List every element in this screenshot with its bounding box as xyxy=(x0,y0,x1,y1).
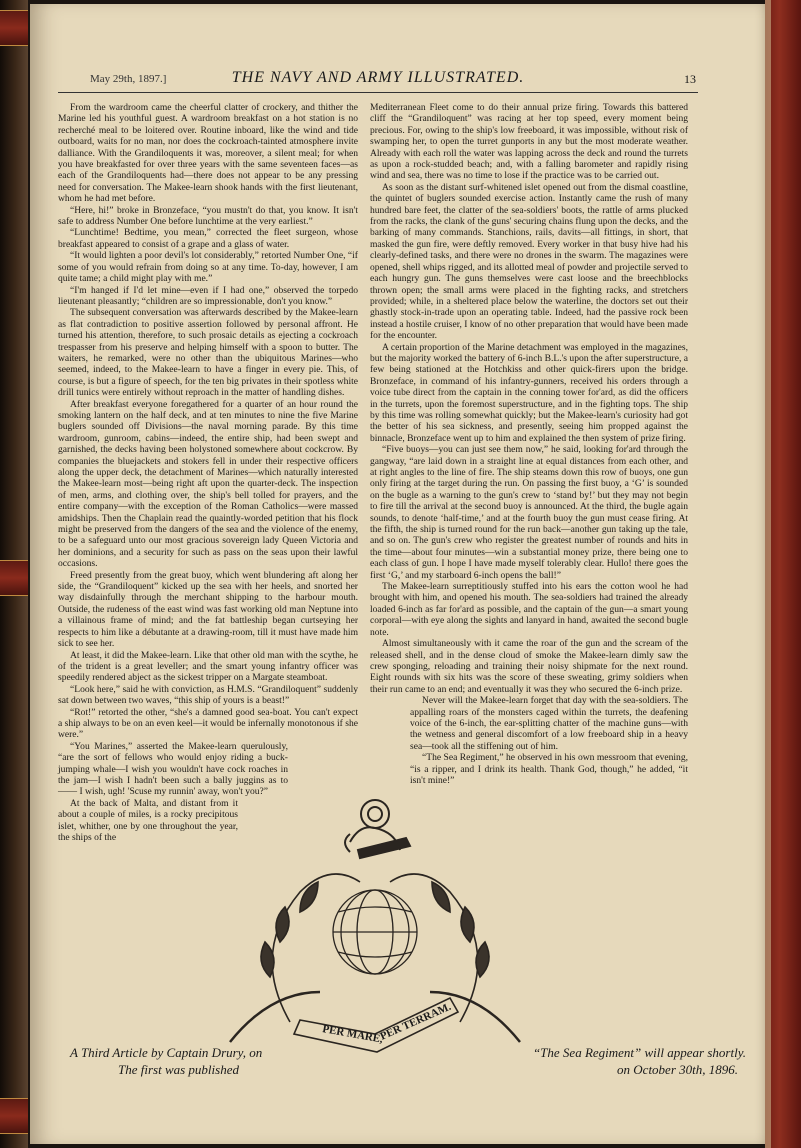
paragraph: “Look here,” said he with conviction, as H.M.S. “Grandiloquent” suddenly sat down between two waves, “this ship of yours is a beast!” xyxy=(58,683,358,707)
spine-band xyxy=(0,1098,28,1134)
page-edge xyxy=(765,0,801,1148)
paragraph: “Five buoys—you can just see them now,” he said, looking for'ard through the gangway, “are laid down in a straight line at equal distances from each other, and at right angles to the line of fire. The ship steams down this row of buoys, one gun only firing at the target during the run. On passing the first buoy, a ‘G’ is sounded on the bugle as a warning to the gun's crew to ‘stand by!’ but they may not begin to fire till the arrival at the second buoy is announced. At the third, the bugle again sounds, to denote ‘half-time,’ and at the fourth buoy the gun must cease firing. At the fifth, the ship is turned round for the run back—another gun taking up the tale, and so on. The gun's crew who register the greatest number of rounds and hits in the time—about four minutes—win a substantial money prize, there being one to each class of gun. I hope I have made myself tolerably clear. Hullo! there goes the first ‘G,’ and my starboard 6-inch opens the ball!” xyxy=(370,444,688,581)
caption-left xyxy=(70,1044,330,1078)
paragraph: Almost simultaneously with it came the roar of the gun and the scream of the released shell, and in the dense cloud of smoke the Makee-learn dimly saw the crew sponging, reloading and training their noisy shipmate for the next round. Eight rounds with six hits was the score of these sweating, grimy soldiers when their run came to an end; and eventually it was they who secured the 6-inch prize. xyxy=(370,638,688,695)
paragraph: “Here, hi!” broke in Bronzeface, “you mustn't do that, you know. It isn't safe to address Number One before lunchtime at the very earliest.” xyxy=(58,204,358,228)
motto-right-text: PER TERRAM. xyxy=(378,1000,453,1043)
paragraph: Never will the Makee-learn forget that day with the sea-soldiers. The appalling roars of the monsters caged within the turrets, the deafening voice of the 6-inch, the ear-splitting chatter of the machine guns—with the wetness and general discomfort of a low freeboard ship in a heavy sea—took all the stiffening out of him. xyxy=(410,695,688,752)
marine-emblem-ornament xyxy=(210,762,540,1072)
paragraph: “The Sea Regiment,” he observed in his own messroom that evening, “is a ripper, and I drink its health. Thank God, though,” he added, “it isn't mine!” xyxy=(410,752,688,786)
right-text-column xyxy=(370,102,688,786)
paragraph: The Makee-learn surreptitiously stuffed into his ears the cotton wool he had brought with him, and opened his mouth. The sea-soldiers had trained the already loaded 6-inch as far for'ard as possible, and the captain of the gun—a smart young corporal—with eye along the sights and lanyard in hand, awaited the second bugle note. xyxy=(370,581,688,638)
paragraph: Freed presently from the great buoy, which went blundering aft along her side, the “Grandiloquent” kicked up the sea with her heels, and snorted her way disdainfully through the merchant shipping to the harbour mouth. Outside, the rudeness of the east wind was fast working old man Neptune into a villainous frame of mind; and the fat battleship began curtseying her respects to him like a débutante at a drawing-room, till it must have made him sick to see her. xyxy=(58,569,358,650)
paragraph: At the back of Malta, and distant from it about a couple of miles, is a rocky precipitous islet, whither, one by one throughout the year, the ships of the xyxy=(58,797,238,843)
paragraph: A certain proportion of the Marine detachment was employed in the magazines, but the majority worked the battery of 6-inch B.L.'s upon the after superstructure, a few being stationed at the Hotchkiss and other quick-firers upon the bridge. Bronzeface, in command of his infantry-gunners, received his orders through a voice tube direct from the captain in the conning tower for'ard, as did the officers in the turrets, upon the foremost superstructure, and in the fighting tops. The ship by this time was rolling somewhat quickly; but the Makee-learn's curiosity had got the better of his sea sickness, and presently, seeing him propped against the binnacle, Bronzeface went up to him and explained the then system of prize firing. xyxy=(370,341,688,444)
globe-emblem xyxy=(333,890,417,974)
caption-left-line: A Third Article by Captain Drury, on xyxy=(70,1045,263,1060)
book-spine xyxy=(0,0,28,1148)
bugle-emblem xyxy=(345,800,410,858)
caption-right xyxy=(486,1044,746,1078)
spine-band xyxy=(0,560,28,596)
laurel-wreath xyxy=(230,874,520,1042)
caption-left-line: The first was published xyxy=(118,1062,239,1077)
publication-title: THE NAVY AND ARMY ILLUSTRATED. xyxy=(231,69,525,86)
paragraph: “Lunchtime! Bedtime, you mean,” corrected the fleet surgeon, whose breakfast appeared to consist of a grape and a glass of water. xyxy=(58,227,358,250)
paragraph: “Rot!” retorted the other, “she's a damned good sea-boat. You can't expect a ship always to be on an even keel—it would be infernally monotonous if she were.” xyxy=(58,706,358,741)
paragraph: As soon as the distant surf-whitened islet opened out from the dismal coastline, the quintet of buglers sounded exercise action. Instantly came the rush of many hundred bare feet, the clatter of the sea-soldiers' boots, the rattle of arms plucked from the racks, the clank of the guns' securing chains flung upon the decks, and the barking of many commands. Stanchions, rails, davits—all fittings, in short, that masked the gun fire, were deftly removed. Every worker in that busy hive had his clearly-defined tasks, and there were no drones in the swarm. The magazines were opened, shell whips rigged, and its allotted meal of powder and projectile served to each hungry gun. The guns themselves were cast loose and the breechblocks thrown open; the small arms were placed in the fighting racks, and stretchers provided; while, in a sheltered place below the waterline, the doctors set out their ghastly stock-in-trade upon an operating table. Indeed, had the passive rock been instead a hostile cruiser, I know of no other preparation that would have been made for the encounter. xyxy=(370,181,689,342)
page-header xyxy=(58,70,698,93)
paragraph: “You Marines,” asserted the Makee-learn querulously, “are the sort of fellows who would enjoy riding a buck-jumping whale—I wish you wouldn't have cock roaches in the jam—I wish I hadn't been such a bally juggins as to —— I wish, ugh! 'Scuse my runnin' away, won't you?” xyxy=(58,740,288,798)
caption-right-line: on October 30th, 1896. xyxy=(617,1062,738,1077)
spine-band xyxy=(0,10,28,46)
paragraph: From the wardroom came the cheerful clatter of crockery, and thither the Marine led his youthful guest. A wardroom breakfast on a hot station is no recherché meal to be loitered over. Routine inboard, like the wind and tide outboard, waits for no man, nor does the cockroach-tainted atmosphere invite dalliance. With the Grandiloquents it was, moreover, a silent meal; for when you have breakfasted for over three years with the same seventeen faces—as each of the Grandiloquents had—there does not appear to be any pressing need for conversation. The Makee-learn shook hands with the first lieutenant, whom he had met before. xyxy=(58,102,358,205)
left-text-column xyxy=(58,102,358,843)
paragraph: Mediterranean Fleet come to do their annual prize firing. Towards this battered cliff the “Grandiloquent” was racing at her top speed, every moment being precious. For, owing to the ship's low freeboard, it was impossible, without risk of swamping her, to open the turret gunports in any but the most moderate weather. Already with each roll the water was lapping across the deck and round the turrets as upon a rock-studded beach; and, with a falling barometer and rapidly rising wind and sea, there was no time to lose if the practice was to be carried out. xyxy=(370,102,688,182)
paragraph: After breakfast everyone foregathered for a quarter of an hour round the smoking lantern on the half deck, and at ten minutes to nine the five Marine buglers sounded off Divisions—the naval morning parade. By this time wardroom, gunroom, cabins—indeed, the entire ship, had been swept and garnished, the decks having been holystoned somewhere about cockcrow. By companies the bluejackets and stokers fell in under their respective officers along the upper deck, the detachment of Marines—which naturally interested the Makee-learn most—being right aft upon the quarter-deck. The inspection of men, arms, and clothing over, the ship's bell tolled for prayers, and the entire company—with the exception of the Roman Catholics—were massed amidships. Then the Chaplain read the quaintly-worded petition that his flock might be preserved from the dangers of the sea and the violence of the enemy, to be a safeguard unto our most gracious sovereign lady Queen Victoria and her dominions, and a security for such as pass on the seas upon their lawful occasions. xyxy=(58,398,358,570)
page-number: 13 xyxy=(684,72,696,86)
issue-date: May 29th, 1897.] xyxy=(90,73,167,85)
caption-right-line: “The Sea Regiment” will appear shortly. xyxy=(532,1045,746,1060)
paragraph: At least, it did the Makee-learn. Like that other old man with the scythe, he of the trident is a great leveller; and the smart young infantry officer was speedily rendered abject as the sickest tripper on a Margate steamboat. xyxy=(58,649,358,684)
paragraph: “It would lighten a poor devil's lot considerably,” retorted Number One, “if some of you would refrain from doing so at any time. To-day, however, I am quite tame; a child might play with me.” xyxy=(58,250,358,285)
motto-left-text: PER MARE, xyxy=(321,1023,384,1046)
paragraph: The subsequent conversation was afterwards described by the Makee-learn as flat contradiction to positive assertion followed by personal affront. He turned his attention, therefore, to such prosaic details as ejecting a cockroach trespasser from his preserve and helping himself with a spoon to butter. The waiters, he remarked, were no other than the ubiquitous Marines—who seemed, indeed, to the Makee-learn to have a finger in every pie. This, of course, is but a figure of speech, for the ten big privates in their spotless white drill tunics were entirely without reproach in the matter of handling dishes. xyxy=(58,307,358,399)
paragraph: “I'm hanged if I'd let mine—even if I had one,” observed the torpedo lieutenant pleasantly; “children are so impressionable, don't you know.” xyxy=(58,284,358,307)
